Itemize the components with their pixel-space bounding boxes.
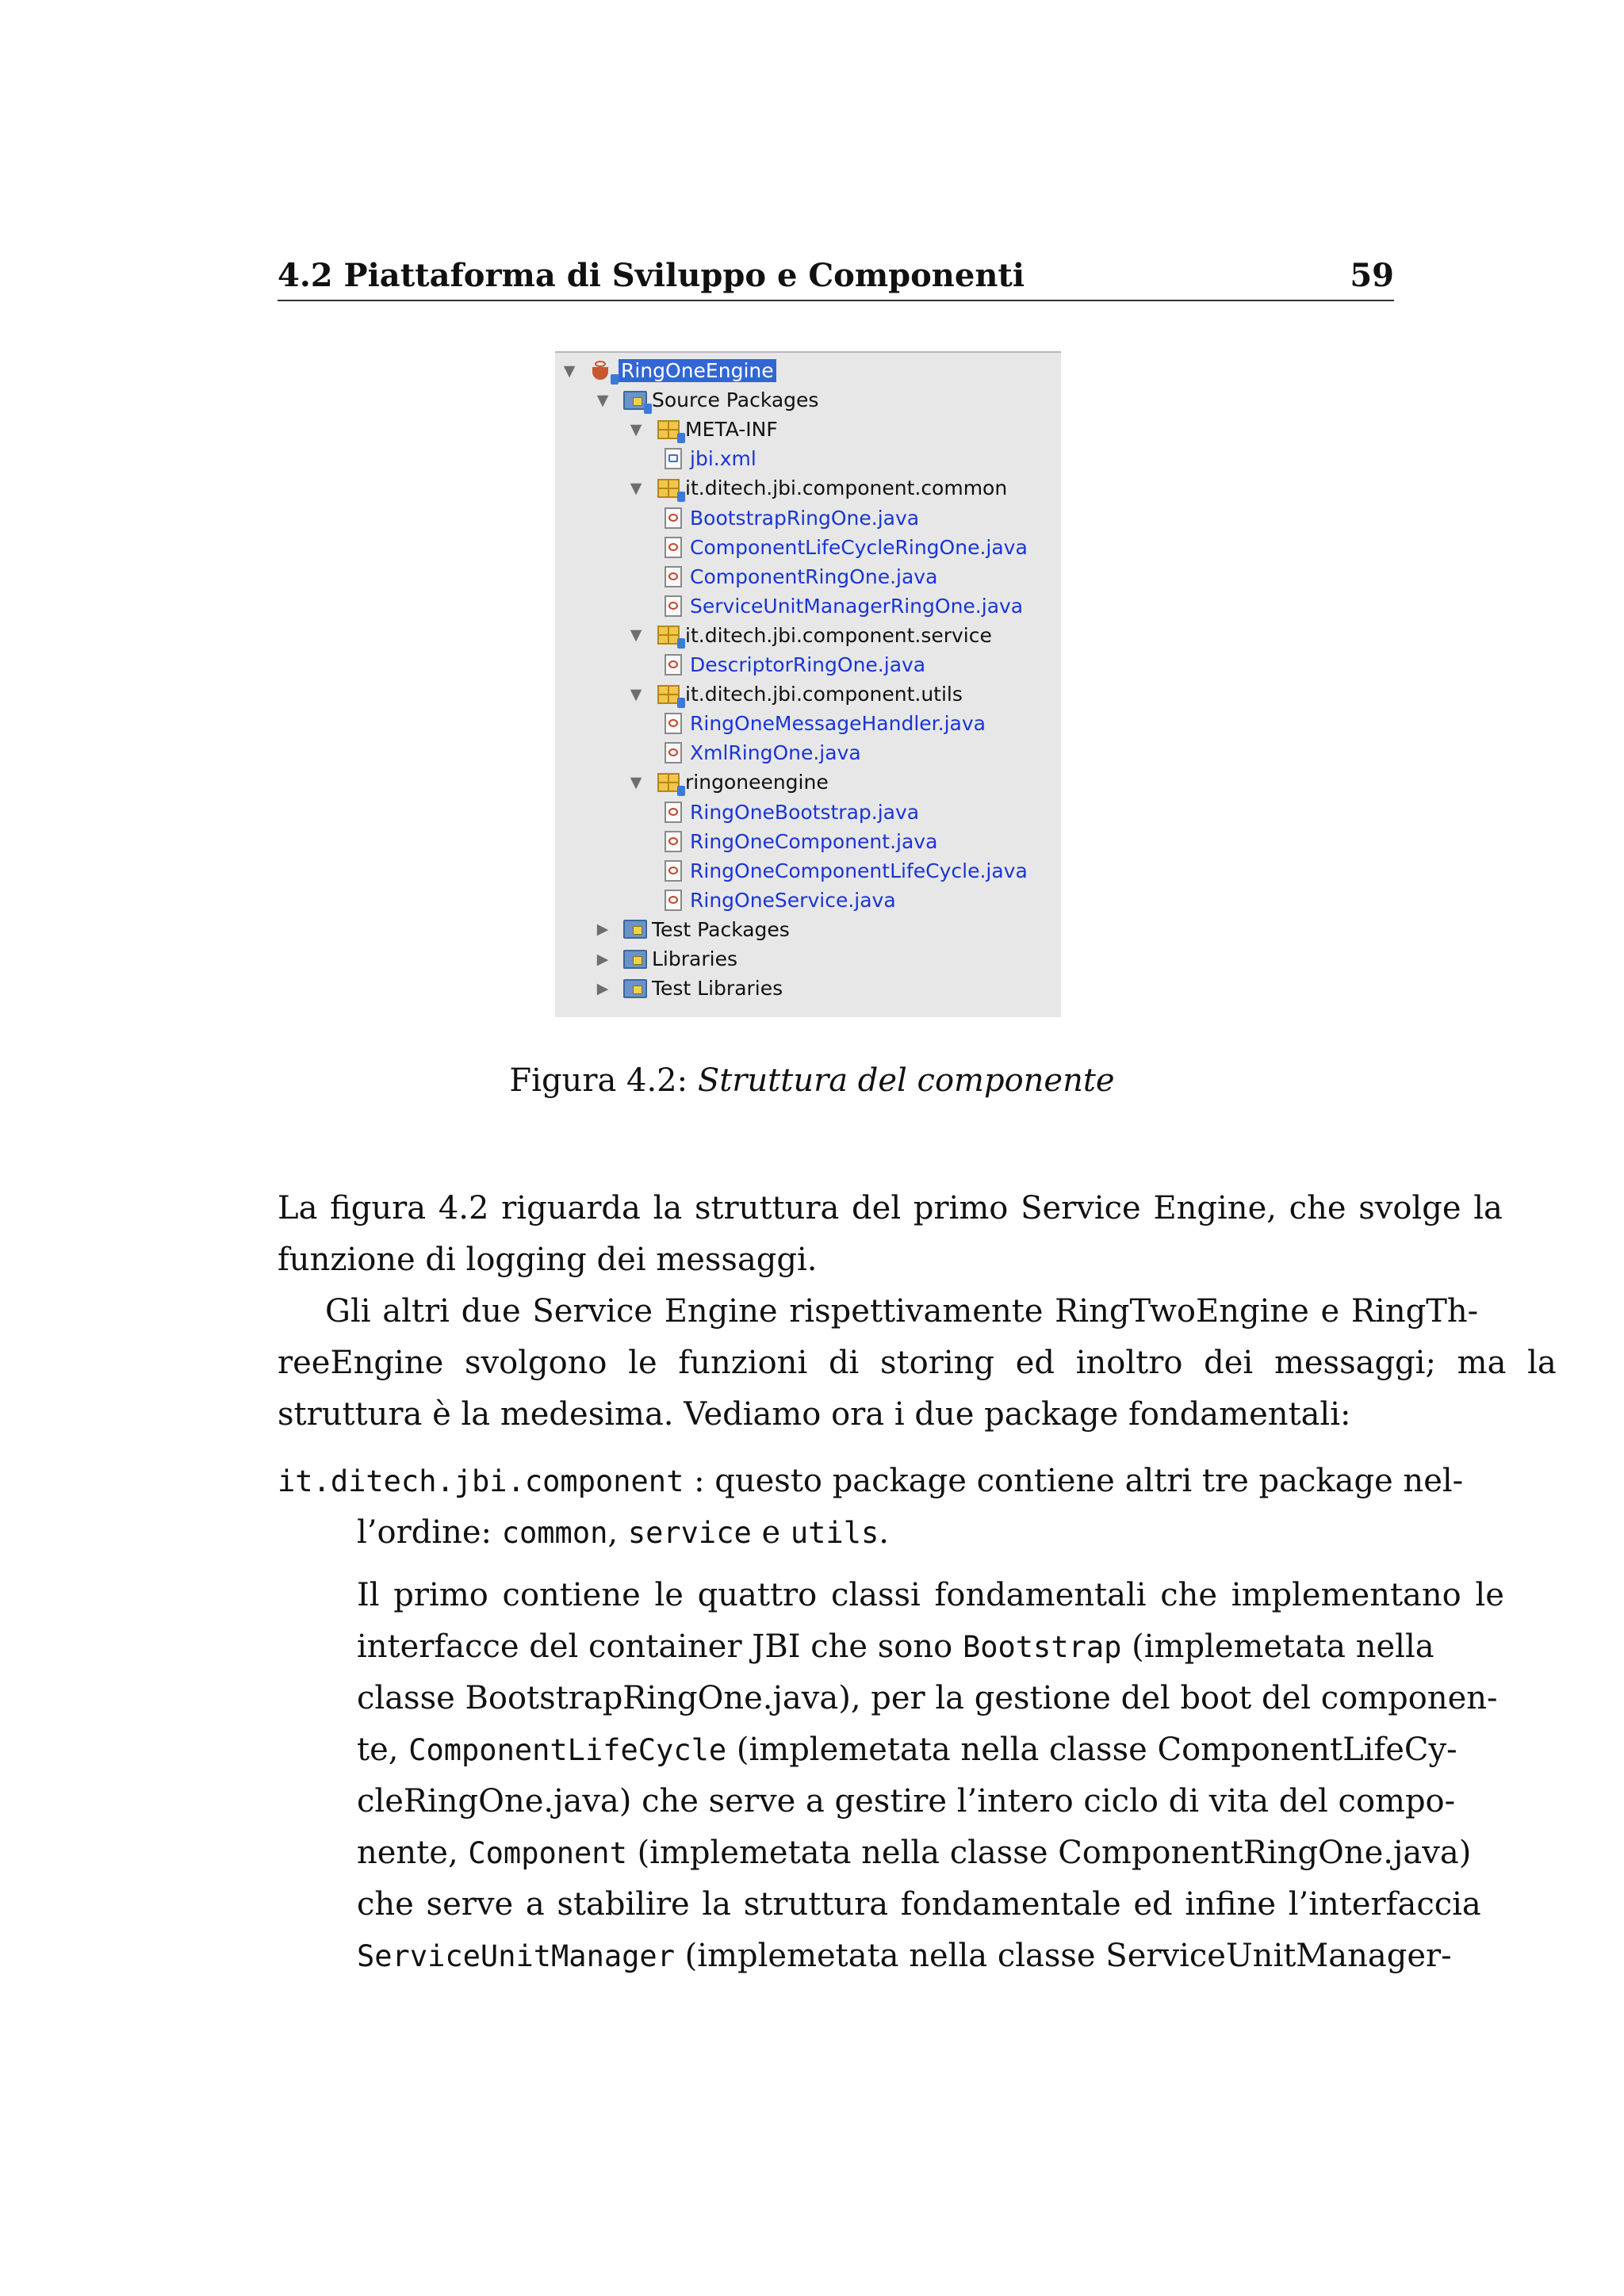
tree-node-label: RingOneEngine [619,359,776,382]
tree-node-label: ServiceUnitManagerRingOne.java [690,594,1024,618]
code-utils: utils [790,1516,879,1550]
tree-node[interactable] [593,944,737,974]
tree-node-label: RingOneMessageHandler.java [690,712,986,736]
tree-node-label: it.ditech.jbi.component.utils [685,683,963,706]
tree-node-label: it.ditech.jbi.component.common [685,476,1008,500]
java-file-icon [660,741,687,765]
package-icon [655,476,682,500]
text-line: classe BootstrapRingOne.java), per la gestione del boot del componen- [357,1680,1498,1716]
tree-node[interactable] [641,738,861,767]
expand-triangle-icon[interactable]: ▼ [630,479,642,497]
tree-node-label: RingOneComponent.java [690,829,938,853]
folder-icon [622,977,649,1001]
figure-caption [0,1062,1624,1099]
text-line: te, ComponentLifeCycle (implemetata nella classe ComponentLifeCy- [357,1732,1457,1768]
tree-node[interactable] [641,798,919,827]
tree-node-label: RingOneService.java [690,888,896,912]
tree-node[interactable] [641,886,896,915]
paragraph-2 [278,1286,1557,1441]
text-line: La figura 4.2 riguarda la struttura del primo Service Engine, che svolge la [278,1190,1503,1226]
code-componentlifecycle: ComponentLifeCycle [408,1733,727,1767]
tree-node[interactable] [626,621,992,650]
coffee-cup-icon [588,359,615,383]
folder-icon [622,388,649,412]
text-line: cleRingOne.java) che serve a gestire l’intero ciclo di vita del compo- [357,1783,1456,1820]
tree-node[interactable] [560,356,776,385]
tree-node-label: jbi.xml [690,447,756,471]
tree-node[interactable] [593,385,818,415]
text-line: Il primo contiene le quattro classi fondamentali che implementano le [357,1577,1504,1613]
tree-node-label: Source Packages [652,388,819,412]
text-line: reeEngine svolgono le funzioni di storing ed inoltro dei messaggi; ma la [278,1345,1557,1381]
expand-triangle-icon[interactable]: ▼ [563,362,576,380]
item-text: . [879,1514,889,1551]
collapse-triangle-icon[interactable]: ▶ [596,920,609,939]
collapse-triangle-icon[interactable]: ▶ [596,950,609,968]
code-serviceunitmanager: ServiceUnitManager [357,1939,675,1973]
package-icon [655,683,682,706]
text-line: ServiceUnitManager (implemetata nella classe ServiceUnitManager- [357,1938,1452,1974]
item-line [278,1507,1339,1559]
text-line: che serve a stabilire la struttura fondamentale ed infine l’interfaccia [357,1886,1481,1923]
tree-node-label: ComponentRingOne.java [690,564,938,588]
tree-node[interactable] [641,562,937,591]
tree-node-label: DescriptorRingOne.java [690,653,926,676]
java-file-icon [660,594,687,618]
tree-node[interactable] [641,591,1023,621]
description-item [278,1456,1464,1559]
tree-node-label: XmlRingOne.java [690,741,861,765]
paragraph-3 [357,1570,1504,1982]
expand-triangle-icon[interactable]: ▼ [630,420,642,438]
caption-text: Struttura del componente [697,1062,1115,1099]
tree-node-label: BootstrapRingOne.java [690,506,920,530]
tree-node[interactable] [593,915,790,944]
running-header [278,252,1394,301]
expand-triangle-icon[interactable]: ▼ [596,391,609,409]
item-text: , [607,1514,628,1551]
package-icon [655,418,682,442]
tree-node[interactable] [641,503,919,533]
paragraph-1 [278,1183,1503,1286]
item-term: it.ditech.jbi.component [278,1464,684,1498]
tree-node[interactable] [626,767,829,797]
expand-triangle-icon[interactable]: ▼ [630,626,642,645]
java-file-icon [660,800,687,824]
tree-node[interactable] [641,533,1028,562]
code-bootstrap: Bootstrap [962,1630,1122,1664]
tree-node-label: Test Libraries [652,977,783,1001]
tree-node-label: ringoneengine [685,771,829,794]
page-number: 59 [1350,257,1394,294]
tree-node[interactable] [626,415,778,444]
tree-node-label: Test Packages [652,917,790,941]
tree-node[interactable] [641,827,937,856]
tree-node[interactable] [641,650,925,679]
package-icon [655,623,682,647]
tree-node[interactable] [641,856,1028,886]
java-file-icon [660,535,687,559]
tree-node-label: ComponentLifeCycleRingOne.java [690,535,1028,559]
tree-node-label: RingOneBootstrap.java [690,800,920,824]
java-file-icon [660,888,687,912]
text-line: struttura è la medesima. Vediamo ora i due package fondamentali: [278,1396,1351,1433]
text-line: Gli altri due Service Engine rispettivamente RingTwoEngine e RingTh- [325,1293,1479,1330]
tree-node-label: RingOneComponentLifeCycle.java [690,859,1028,882]
tree-node[interactable] [641,444,756,473]
caption-label: Figura 4.2: [509,1062,688,1099]
item-text: : questo package contiene altri tre package nel- [684,1463,1464,1499]
text-line: nente, Component (implemetata nella classe ComponentRingOne.java) [357,1835,1472,1871]
code-service: service [627,1516,752,1550]
java-file-icon [660,506,687,530]
expand-triangle-icon[interactable]: ▼ [630,685,642,703]
java-file-icon [660,829,687,853]
item-text: l’ordine: [357,1514,502,1551]
item-text: e [751,1514,791,1551]
tree-node-label: META-INF [685,418,778,442]
collapse-triangle-icon[interactable]: ▶ [596,979,609,997]
tree-node[interactable] [626,473,1007,503]
code-component: Component [468,1836,627,1870]
item-line [278,1456,1464,1507]
expand-triangle-icon[interactable]: ▼ [630,773,642,791]
tree-node[interactable] [641,709,986,738]
java-file-icon [660,564,687,588]
text-line: interfacce del container JBI che sono Bootstrap (implemetata nella [357,1628,1434,1665]
tree-node-label: Libraries [652,947,737,970]
java-file-icon [660,859,687,882]
xml-file-icon [660,447,687,471]
tree-node[interactable] [593,974,783,1003]
folder-icon [622,917,649,941]
tree-node[interactable] [626,679,963,709]
java-file-icon [660,712,687,736]
section-title: 4.2 Piattaforma di Sviluppo e Componenti [278,257,1025,294]
code-common: common [501,1516,608,1550]
folder-icon [622,947,649,971]
java-file-icon [660,653,687,677]
package-icon [655,771,682,794]
tree-node-label: it.ditech.jbi.component.service [685,623,992,647]
project-tree-screenshot [555,351,1061,1017]
text-line: funzione di logging dei messaggi. [278,1242,818,1278]
